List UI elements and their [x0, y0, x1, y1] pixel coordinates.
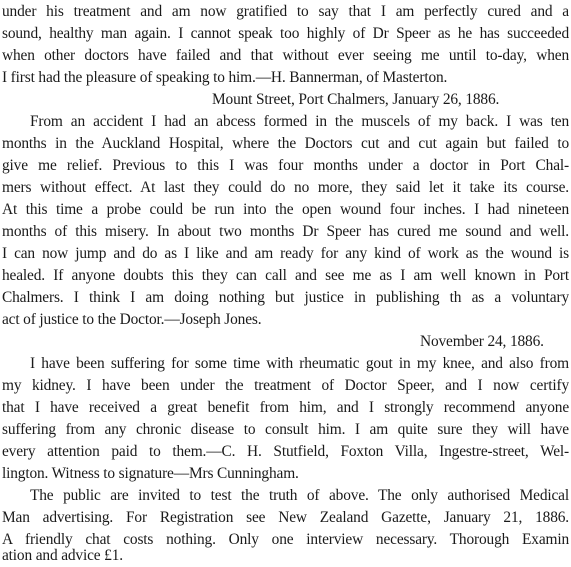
text-line: act of justice to the Doctor.—Joseph Jones. — [2, 311, 262, 328]
text-line: months in the Auckland Hospital, where the Doctors cut and cut again but failed to — [2, 135, 569, 152]
text-line: Man advertising. For Registration see New Zealand Gazette, January 21, 1886. — [2, 509, 569, 526]
dateline: Mount Street, Port Chalmers, January 26, 1886. — [212, 91, 500, 108]
text-line: that I have received a great benefit from him, and I strongly recommend anyone — [2, 399, 569, 416]
text-line: when other doctors have failed and that without ever seeing me until to-day, when — [2, 47, 569, 64]
text-line: my kidney. I have been under the treatment of Doctor Speer, and I now certify — [2, 377, 569, 394]
text-line: ation and advice £1. — [2, 547, 123, 564]
text-line: I have been suffering for some time with rheumatic gout in my knee, and also from — [30, 355, 569, 372]
text-line: From an accident I had an abcess formed in the muscels of my back. I was ten — [30, 113, 569, 130]
text-line: months of this misery. In about two months Dr Speer has cured me sound and well. — [2, 223, 569, 240]
text-line: I first had the pleasure of speaking to him.—H. Bannerman, of Masterton. — [2, 69, 448, 86]
text-line: sound, healthy man again. I cannot speak too highly of Dr Speer as he has succeeded — [2, 25, 569, 42]
text-line: The public are invited to test the truth of above. The only authorised Medical — [30, 487, 569, 504]
text-line: under his treatment and am now gratified to say that I am perfectly cured and a — [2, 3, 569, 20]
text-line: lington. Witness to signature—Mrs Cunningham. — [2, 465, 299, 482]
text-line: give me relief. Previous to this I was four months under a doctor in Port Chal- — [2, 157, 569, 174]
text-line: every attention paid to them.—C. H. Stutfield, Foxton Villa, Ingestre-street, Wel- — [2, 443, 569, 460]
text-line: mers without effect. At last they could do no more, they said let it take its course. — [2, 179, 569, 196]
text-line: suffering from any chronic disease to consult him. I am quite sure they will have — [2, 421, 569, 438]
text-line: I can now jump and do as I like and am ready for any kind of work as the wound is — [2, 245, 569, 262]
text-line: At this time a probe could be run into the open wound four inches. I had nineteen — [2, 201, 569, 218]
text-line: healed. If anyone doubts this they can call and see me as I am well known in Port — [2, 267, 569, 284]
text-line: A friendly chat costs nothing. Only one interview necessary. Thorough Examin — [2, 531, 569, 548]
text-line: Chalmers. I think I am doing nothing but justice in publishing th as a voluntary — [2, 289, 569, 306]
dateline: November 24, 1886. — [420, 333, 544, 350]
